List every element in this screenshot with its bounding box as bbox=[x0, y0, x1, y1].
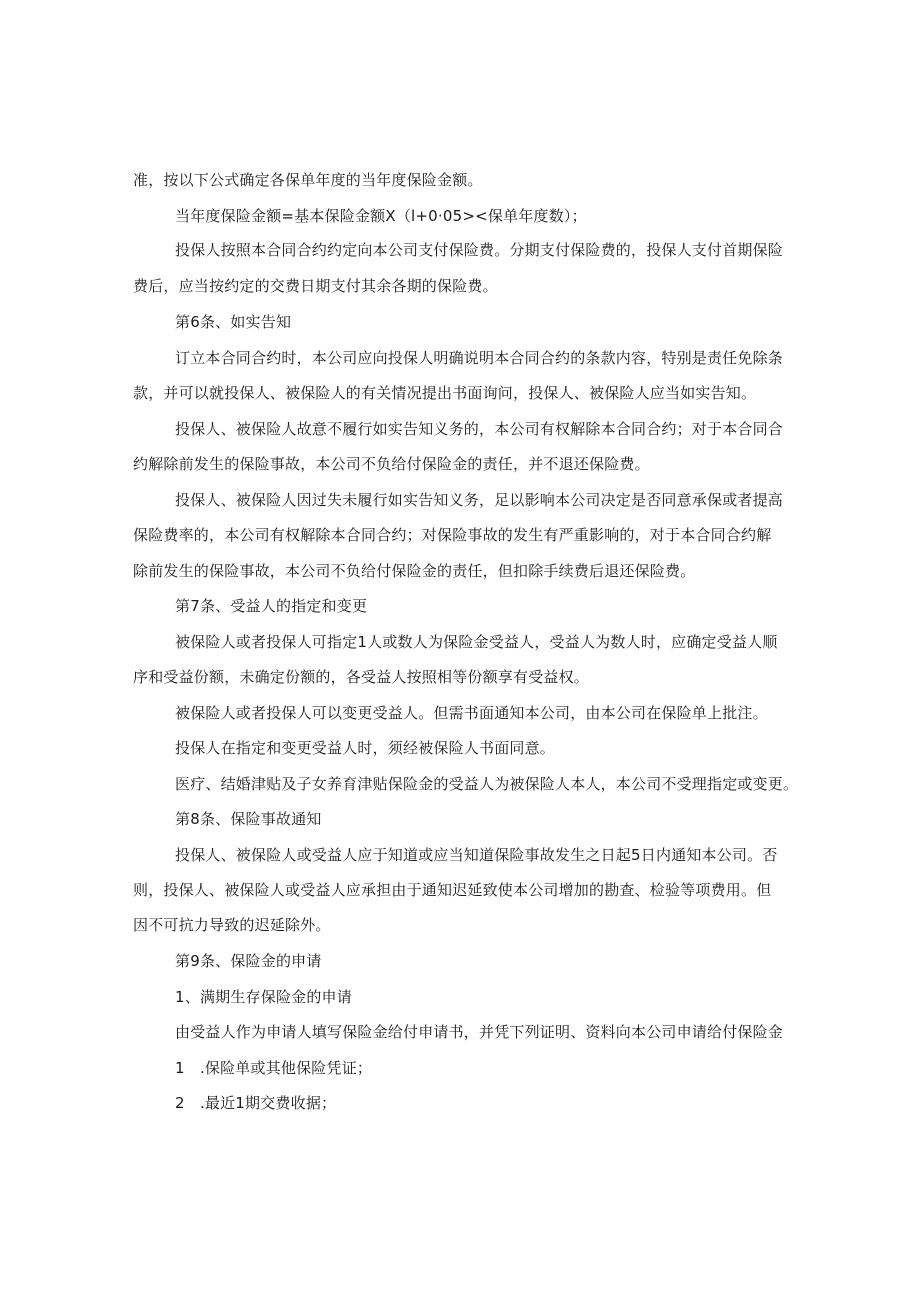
paragraph-line: 费后，应当按约定的交费日期支付其余各期的保险费。 bbox=[133, 277, 498, 295]
paragraph-line: 序和受益份额，未确定份额的，各受益人按照相等份额享有受益权。 bbox=[133, 668, 590, 686]
paragraph-line: 被保险人或者投保人可以变更受益人。但需书面通知本公司，由本公司在保险单上批注。 bbox=[175, 704, 768, 722]
paragraph-line: 款，并可以就投保人、被保险人的有关情况提出书面询问，投保人、被保险人应当如实告知。 bbox=[133, 384, 757, 402]
section-heading-8: 第8条、保险事故通知 bbox=[175, 810, 322, 828]
paragraph-line: 订立本合同合约时，本公司应向投保人明确说明本合同合约的条款内容，特别是责任免除条 bbox=[175, 349, 784, 367]
paragraph-line: 则，投保人、被保险人或受益人应承担由于通知迟延致使本公司增加的勘查、检验等项费用。但 bbox=[133, 881, 772, 899]
paragraph-line: 保险费率的，本公司有权解除本合同合约；对保险事故的发生有严重影响的，对于本合同合约解 bbox=[133, 526, 772, 544]
section-heading-9: 第9条、保险金的申请 bbox=[175, 952, 322, 970]
paragraph-line: 投保人按照本合同合约约定向本公司支付保险费。分期支付保险费的，投保人支付首期保险 bbox=[175, 241, 784, 259]
paragraph-line: 除前发生的保险事故，本公司不负给付保险金的责任，但扣除手续费后退还保险费。 bbox=[133, 562, 696, 580]
paragraph-line: 投保人在指定和变更受益人时，须经被保险人书面同意。 bbox=[175, 739, 556, 757]
section-heading-6: 第6条、如实告知 bbox=[175, 313, 292, 331]
section-heading-7: 第7条、受益人的指定和变更 bbox=[175, 597, 368, 615]
paragraph-line: 由受益人作为申请人填写保险金给付申请书，并凭下列证明、资料向本公司申请给付保险金 bbox=[175, 1023, 784, 1041]
paragraph-line: 医疗、结婚津贴及子女养育津贴保险金的受益人为被保险人本人，本公司不受理指定或变更。 bbox=[175, 775, 799, 793]
paragraph-line: 因不可抗力导致的迟延除外。 bbox=[133, 916, 331, 934]
paragraph-line: 投保人、被保险人因过失未履行如实告知义务，足以影响本公司决定是否同意承保或者提高 bbox=[175, 491, 784, 509]
paragraph-line: 被保险人或者投保人可指定1人或数人为保险金受益人，受益人为数人时，应确定受益人顺 bbox=[175, 633, 778, 651]
paragraph-line: 投保人、被保险人故意不履行如实告知义务的，本公司有权解除本合同合约；对于本合同合 bbox=[175, 420, 784, 438]
subsection-heading: 1、满期生存保险金的申请 bbox=[175, 988, 352, 1006]
list-item: 1 .保险单或其他保险凭证； bbox=[175, 1059, 373, 1077]
paragraph-line: 约解除前发生的保险事故，本公司不负给付保险金的责任，并不退还保险费。 bbox=[133, 455, 650, 473]
list-item: 2 .最近1期交费收据； bbox=[175, 1094, 337, 1112]
paragraph-line: 投保人、被保险人或受益人应于知道或应当知道保险事故发生之日起5日内通知本公司。否 bbox=[175, 846, 778, 864]
paragraph-line: 准，按以下公式确定各保单年度的当年度保险金额。 bbox=[133, 171, 483, 189]
formula-line: 当年度保险金额=基本保险金额X（l+0·05><保单年度数）； bbox=[175, 207, 587, 225]
